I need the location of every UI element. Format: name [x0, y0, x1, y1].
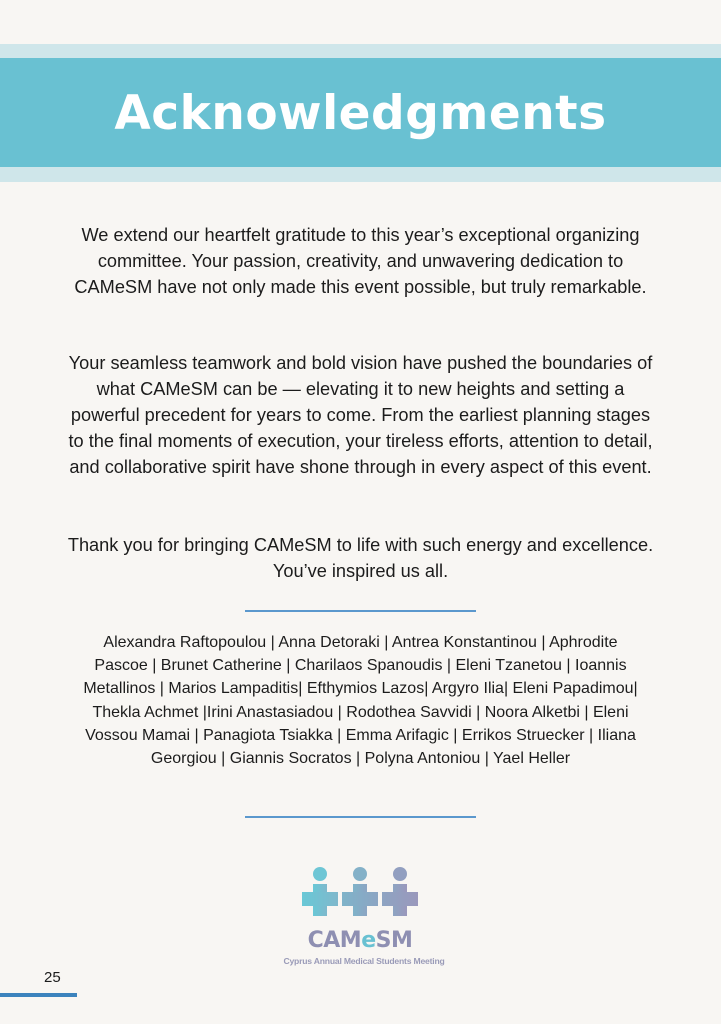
- divider-bottom: [245, 816, 476, 818]
- page-number: 25: [44, 969, 61, 986]
- paragraph-gratitude: We extend our heartfelt gratitude to this year’s exceptional organizing committee. Your passion, creativity, and unwavering dedication to CAMeSM have not only made this event possible, but truly remarkable.: [74, 225, 647, 297]
- paragraph-teamwork: Your seamless teamwork and bold vision have pushed the boundaries of what CAMeSM can be — elevating it to new heights and setting a powerful precedent for years to come. From the earliest planning stages to the final moments of execution, your tireless efforts, attention to detail, and collaborative spirit have shone through in every aspect of this event.: [68, 353, 653, 477]
- logo-word-accent: e: [361, 928, 376, 953]
- three-medical-cross-figures-icon: [280, 864, 440, 924]
- logo-subtitle: Cyprus Annual Medical Students Meeting: [283, 956, 445, 966]
- committee-names: Alexandra Raftopoulou | Anna Detoraki | Antrea Konstantinou | Aphrodite Pascoe | Brunet Catherine | Charilaos Spanoudis | Eleni Tzanetou | Ioannis Metallinos | Marios Lampaditis| Efthymios Lazos| Argyro Ilia| Eleni Papadimou| Thekla Achmet |Irini Anastasiadou | Rodothea Savvidi | Noora Alketbi | Eleni Vossou Mamai | Panagiota Tsiakka | Emma Arifagic | Errikos Struecker | Iliana Georgiou | Giannis Socratos | Polyna Antoniou | Yael Heller: [83, 634, 638, 768]
- paragraph-thanks: Thank you for bringing CAMeSM to life with such energy and excellence. You’ve inspired us all.: [67, 535, 654, 581]
- page-number-rule: [0, 993, 77, 997]
- logo-word-part2: SM: [375, 928, 413, 953]
- camesm-logo: [280, 864, 450, 974]
- divider-top: [245, 610, 476, 612]
- logo-wordmark: [280, 928, 440, 953]
- header-band: [0, 58, 721, 167]
- logo-word-part1: CAM: [307, 928, 362, 953]
- page-title: Acknowledgments: [114, 86, 607, 141]
